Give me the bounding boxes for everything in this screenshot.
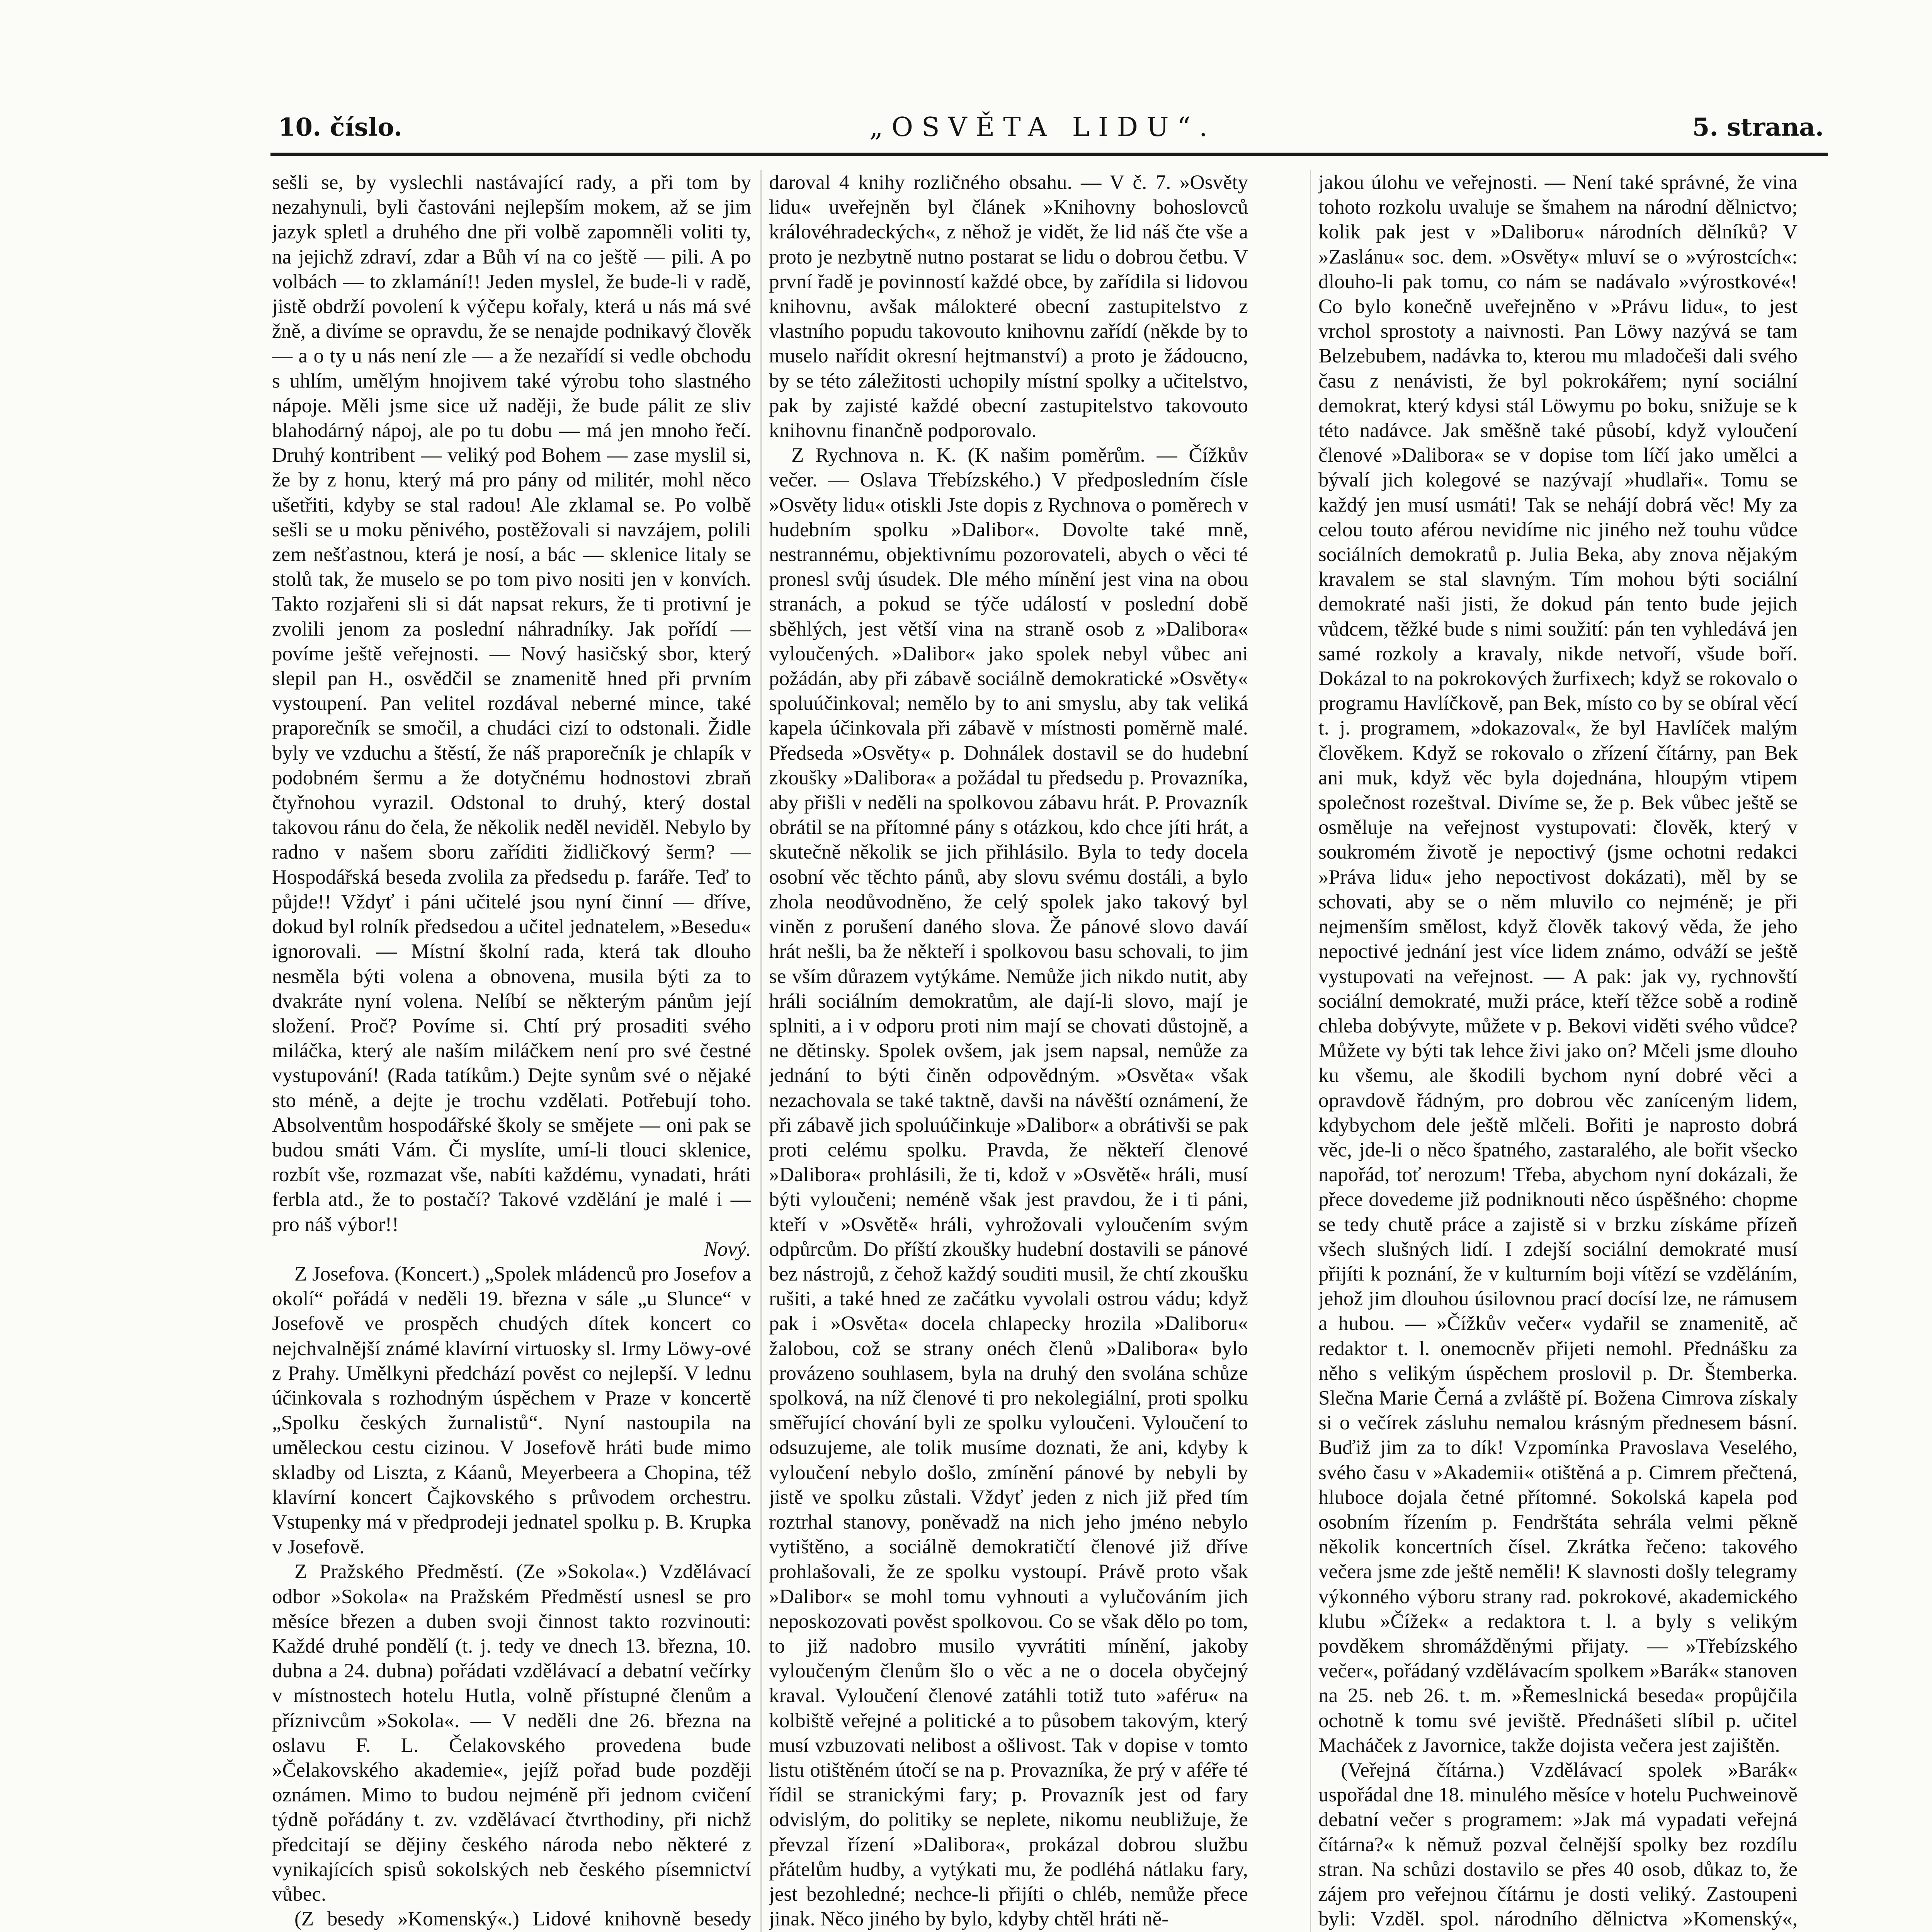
column-divider (1310, 170, 1311, 1932)
page-header (278, 108, 1824, 151)
article-signature: Nový. (704, 1237, 751, 1260)
column-divider (760, 170, 762, 1932)
header-rule (270, 153, 1828, 156)
page-number: 5. strana. (1692, 113, 1824, 142)
article-paragraph: sešli se, by vyslechli nastávající rady, a při tom by nezahynuli, byli častováni nejlepším mokem, až se jim jazyk spletl a druhého dne při volbě zapomněli voliti ty, na jejichž zdraví, zdar a Bůh ví na co ještě — pili. A po volbách — to zklamání!! Jeden myslel, že bude-li v radě, jistě obdrží povolení k výčepu kořaly, která u nás má své žně, a divíme se opravdu, že se nenajde podnikavý člověk — a o ty u nás není zle — a že nezařídí si vedle obchodu s uhlím, umělým hnojivem také výrobu toho slastného nápoje. Měli jsme sice už naději, že bude pálit ze sliv blahodárný nápoj, ale po tu dobu — má jen mnoho řečí. Druhý kontribent — veliký pod Bohem — zase myslil si, že by z honu, který má pro pány od militér, mohl něco ušetřiti, kdyby se stal radou! Ale zklamal se. Po volbě sešli se u moku pěnivého, postěžovali si navzájem, polili zem nešťastnou, která je nosí, a bác — sklenice litaly se stolů tak, že muselo se po tom pivo nositi jen v konvích. Takto rozjařeni sli si dát napsat rekurs, že ti protivní je zvolili jenom za poslední náhradníky. Jak pořídí — povíme ještě veřejnosti. — Nový hasičský sbor, který slepil pan H., osvědčil se znamenitě hned při prvním vystoupení. Pan velitel rozdával neberné mince, také praporečník se smočil, a chudáci cizí to odstonali. Židle byly ve vzduchu a štěstí, že náš praporečník je chlapík v podobném šermu a že dotyčnému hodnostovi zbraň čtyřnohou vyrazil. Odstonal to druhý, který dostal takovou ránu do čela, že několik neděl neviděl. Nebylo by radno v našem sboru zaříditi židličkový šerm? — Hospodářská beseda zvolila za předsedu p. faráře. Teď to půjde!! Vždyť i páni učitelé jsou nyní činní — dříve, dokud byl rolník předsedou a učitel jednatelem, »Besedu« ignorovali. — Místní školní rada, která tak dlouho nesměla býti volena a obnovena, musila býti za to dvakráte nyní volena. Nelíbí se některým pánům její složení. Proč? Povíme si. Chtí prý prosaditi svého miláčka, který ale naším miláčkem není pro své čestné vystupování! (Rada tatíkům.) Dejte synům své o nějaké sto méně, a dejte je trochu vzdělati. Potřebují toho. Absolventům hospodářské školy se smějete — oni pak se budou smáti Vám. Či myslíte, umí-li tlouci sklenice, rozbít vše, rozmazat vše, nabíti každému, vynadati, hráti ferbla atd., že to postačí? Takové vzdělání je malé i — pro náš výbor!! (272, 171, 751, 1236)
article-paragraph: daroval 4 knihy rozličného obsahu. — V č. 7. »Osvěty lidu« uveřejněn byl článek »Knihovny bohoslovců královéhradeckých«, z něhož je vidět, že lid náš čte vše a proto je nezbytně nutno postarat se lidu o dobrou četbu. V první řadě je povinností každé obce, by zařídila si lidovou knihovnu, avšak málokteré obecní zastupitelstvo z vlastního popudu takovouto knihovnu zařídí (někde by to muselo nařídit okresní hejtmanství) a proto je žádoucno, by se této záležitosti uchopily místní spolky a učitelstvo, pak by zajisté každé obecní zastupitelstvo takovouto knihovnu finančně podporovalo. (769, 171, 1248, 442)
newspaper-title: „OSVĚTA LIDU“. (869, 112, 1216, 143)
column-1 (272, 170, 751, 1932)
article-paragraph: jakou úlohu ve veřejnosti. — Není také správné, že vina tohoto rozkolu uvaluje se šmahem na národní dělnictvo; kolik pak jest v »Daliboru« národních dělníků? V »Zaslánu« soc. dem. »Osvěty« mluví se o »výrostcích«: dlouho-li pak tomu, co nám se nadávalo »výrostkové«! Co bylo konečně uveřejněno v »Právu lidu«, to jest vrchol sprostoty a naivnosti. Pan Löwy nazývá se tam Belzebubem, nadávka to, kterou mu mladočeši dali svého času z nenávisti, že byl pokrokářem; nyní sociální demokrat, který kdysi stál Löwymu po boku, snižuje se k této nadávce. Jak směšně také působí, když vyloučení členové »Dalibora« se v dopise tom líčí jako umělci a bývalí jich kolegové se nazývají »hudlaři«. Tomu se každý jen musí usmáti! Tak se nehájí dobrá věc! My za celou touto aférou nevidíme nic jiného než touhu vůdce sociálních demokratů p. Julia Beka, aby znova nějakým kravalem se stal slavným. Tím mohou býti sociální demokraté naši jisti, že dokud pán tento bude jejich vůdcem, těžké bude s nimi soužití: pán ten vyhledává jen samé rozkoly a kravaly, nikde netvoří, všude boří. Dokázal to na pokrokových žurfixech; když se rokovalo o programu Havlíčkově, pan Bek, místo co by se obíral věcí t. j. programem, »dokazoval«, že byl Havlíček malým člověkem. Když se rokovalo o zřízení čítárny, pan Bek ani muk, když věc byla dojednána, hloupým vtipem společnost rozeštval. Divíme se, že p. Bek vůbec ještě se osměluje na veřejnost vystupovati: člověk, který v soukromém životě je nepoctivý (jsme ochotni redakci »Práva lidu« jeho nepoctivost dokázati), měl by se schovati, aby se o něm mluvilo co nejméně; je při nejmenším smělost, když člověk takový věda, že jeho nepoctivé jednání jest více lidem známo, odváží se ještě vystupovati na veřejnost. — A pak: jak vy, rychnovští sociální demokraté, muži práce, kteří těžce sobě a rodině chleba dobývyte, můžete v p. Bekovi viděti svého vůdce? Můžete vy býti tak lehce živi jako on? Mčeli jsme dlouho ku všemu, ale škodili bychom nyní dobré věci a opravdově řádným, pro dobrou věc zaníceným lidem, kdybychom dele ještě mlčeli. Bořiti je naprosto dobrá věc, jde-li o něco špatného, zastaralého, ale bořit všecko napořád, toť nerozum! Třeba, abychom nyní dokázali, že přece dovedeme již podniknouti něco úspěšného: chopme se tedy chutě práce a zajistě si v brzku získáme přízeň všech slušných lidí. I zdejší sociální demokraté musí přijíti k poznání, že v kulturním boji vítězí se vzděláním, jehož jim dlouhou úsilovnou prací docísí lze, ne rámusem a hubou. — »Čížkův večer« vydařil se znamenitě, ač redaktor t. l. onemocněv přijeti nemohl. Přednášku za něho s velikým úspěchem proslovil p. Dr. Štemberka. Slečna Marie Černá a zvláště pí. Božena Cimrova získaly si o večírek zásluhu nemalou krásným přednesem básní. Buďiž jim za to dík! Vzpomínka Pravoslava Veselého, svého času v »Akademii« otištěná a p. Cimrem přečtená, hluboce dojala četné přítomné. Sokolská kapela pod osobním řízením p. Fendrštáta sehrála velmi pěkně několik koncertních čísel. Zkrátka řečeno: takového večera jsme zde ještě neměli! K slavnosti došly telegramy výkonného výboru strany rad. pokrokové, akademického klubu »Čížek« a redaktora t. l. a byly s velikým povděkem shromážděnými přijaty. — »Třebízského večer«, pořádaný vzdělávacím spolkem »Barák« stanoven na 25. neb 26. t. m. »Řemeslnická beseda« propůjčila ochotně k tomu své jeviště. Přednášeti slíbil p. učitel Macháček z Javornice, takže dojista večera jest zajištěn. (1318, 171, 1798, 1757)
article-josefov: Z Josefova. (Koncert.) „Spolek mládenců pro Josefov a okolí“ pořádá v neděli 19. března v sále „u Slunce“ v Josefově ve prospěch chudých dítek koncert co nejchvalnější známé klavírní virtuosky sl. Irmy Löwy-ové z Prahy. Umělkyni předchází pověst co nejlepší. V lednu účinkovala s rozhodným úspěchem v Praze v koncertě „Spolku českých žurnalistů“. Nyní nastoupila na uměleckou cestu cizinou. V Josefově hráti bude mimo skladby od Liszta, z Káanů, Meyerbeera a Chopina, též klavírní koncert Čajkovského s průvodem orchestru. Vstupenky má v předprodeji jednatel spolku p. B. Krupka v Josefově. (272, 1262, 751, 1558)
issue-number: 10. číslo. (278, 113, 403, 142)
article-beseda-komensky: (Z besedy »Komenský«.) Lidové knihovně besedy (294, 1907, 751, 1930)
column-3 (1318, 170, 1798, 1932)
article-verejna-citarna: (Veřejná čítárna.) Vzdělávací spolek »Barák« uspořádal dne 18. minulého měsíce v hotelu Puchweinově debatní večer s programem: »Jak má vypadati veřejná čítárna?« k němuž pozval čelnější spolky bez rozdílu stran. Na schůzi dostavilo se přes 40 osob, důkaz to, že zájem pro veřejnou čítárnu je dosti veliký. Zastoupeni byli: Vzděl. spol. národního dělnictva »Komenský«, (1318, 1759, 1798, 1930)
article-prazske-predmesti: Z Pražského Předměstí. (Ze »Sokola«.) Vzdělávací odbor »Sokola« na Pražském Předměstí usnesl se pro měsíce březen a duben svoji činnost takto rozvinouti: Každé druhé pondělí (t. j. tedy ve dnech 13. března, 10. dubna a 24. dubna) pořádati vzdělávací a debatní večírky v místnostech hotelu Hutla, volně přístupné členům a příznivcům »Sokola«. — V neděli dne 26. března na oslavu F. L. Čelakovského provedena bude »Čelakovského akademie«, jejíž pořad bude později oznámen. Mimo to budou nejméně při jednom cvičení týdně pořádány t. zv. vzdělávací čtvrthodiny, při nichž předcitají se dějiny českého národa nebo některé z vynikajících spisů sokolských neb českého písemnictví vůbec. (272, 1560, 751, 1906)
column-2 (769, 170, 1248, 1932)
article-rychnov: Z Rychnova n. K. (K našim poměrům. — Čížkův večer. — Oslava Třebízského.) V předposledním čísle »Osvěty lidu« otiskli Jste dopis z Rychnova o poměrech v hudebním spolku »Dalibor«. Dovolte také mně, nestrannému, objektivnímu pozorovateli, abych o věci té pronesl svůj úsudek. Dle mého mínění jest vina na obou stranách, a pokud se týče událostí v poslední době sběhlých, jest větší vina na straně osob z »Dalibora« vyloučených. »Dalibor« jako spolek nebyl vůbec ani požádán, aby při zábavě sociálně demokratické »Osvěty« spoluúčinkoval; nemělo by to ani smyslu, aby tak veliká kapela účinkovala při zábavě v místnosti poměrně malé. Předseda »Osvěty« p. Dohnálek dostavil se do hudební zkoušky »Dalibora« a požádal tu předsedu p. Provazníka, aby přišli v neděli na spolkovou zábavu hrát. P. Provazník obrátil se na přítomné pány s otázkou, kdo chce jíti hrát, a skutečně několik se jich přihlásilo. Byla to tedy docela osobní věc těchto pánů, aby slovu svému dostáli, a bylo zhola neodůvodněno, že celý spolek jako takový byl viněn z porušení daného slova. Že pánové slovo daváí hrát nešli, ba že někteří i spolkovou basu schovali, to jim se vším důrazem vytýkáme. Nemůže jich nikdo nutit, aby hráli sociálním demokratům, ale dají-li slovo, mají je splniti, a i v odporu proti nim mají se chovati důstojně, a ne dětinsky. Spolek ovšem, jak jsem napsal, nemůže za jednání to býti činěn odpovědným. »Osvěta« však nezachovala se také taktně, davši na návěští oznámení, že při zábavě jich spoluúčinkuje »Dalibor« a obrátivši se pak proti celému spolku. Pravda, že někteří členové »Dalibora« prohlásili, že ti, kdož v »Osvětě« hráli, musí býti vyloučeni; neméně však jest pravdou, že i ti páni, kteří v »Osvětě« hráli, vyhrožovali vyloučením svým odpůrcům. Do příští zkoušky hudební dostavili se pánové bez nástrojů, z čehož každý souditi musil, že chtí zkoušku rušiti, a také hned ze začátku vyvolali ostrou vádu; když pak i »Osvěta« docela chlapecky hrozila »Daliboru« žalobou, což se strany onéch členů »Dalibora« bylo provázeno souhlasem, byla na druhý den svolána schůze spolková, na níž členové ti pro nekolegiální, proti spolku směřující chování byli ze spolku vyloučeni. Vyloučení to odsuzujeme, ale tolik musíme doznati, že ani, kdyby k vyloučení nebylo došlo, zmínění pánové by nebyli by jistě ve spolku zůstali. Vždyť jeden z nich již před tím roztrhal stanovy, poněvadž na nich jeho jméno nebylo vytištěno, a sociálně demokratičtí členové již dříve prohlašovali, že ze spolku vystoupí. Právě proto však »Dalibor« se mohl tomu vyhnouti a vylučováním jich neposkozovati pověst spolkovou. Co se však dělo po tom, to již nadobro musilo vyvrátiti mínění, jakoby vyloučeným členům šlo o věc a ne o docela obyčejný kraval. Vyloučení členové zatáhli totiž tuto »aféru« na kolbiště veřejné a politické a to působem takovým, který musí vzbuzovati nelibost a ošlivost. Tak v dopise v tomto listu otištěném útočí se na p. Provazníka, že prý v aféře té řídil se stranickými fary; p. Provazník jest od fary odvislým, do politiky se neplete, nikomu neubližuje, že převzal řízení »Dalibora«, prokázal dobrou službu přátelům hudby, a vytýkati mu, že podléhá nátlaku fary, jest bezohledné; nechce-li přijíti o chléb, nemůže přece jinak. Něco jiného by bylo, kdyby chtěl hráti ně- (769, 444, 1248, 1930)
